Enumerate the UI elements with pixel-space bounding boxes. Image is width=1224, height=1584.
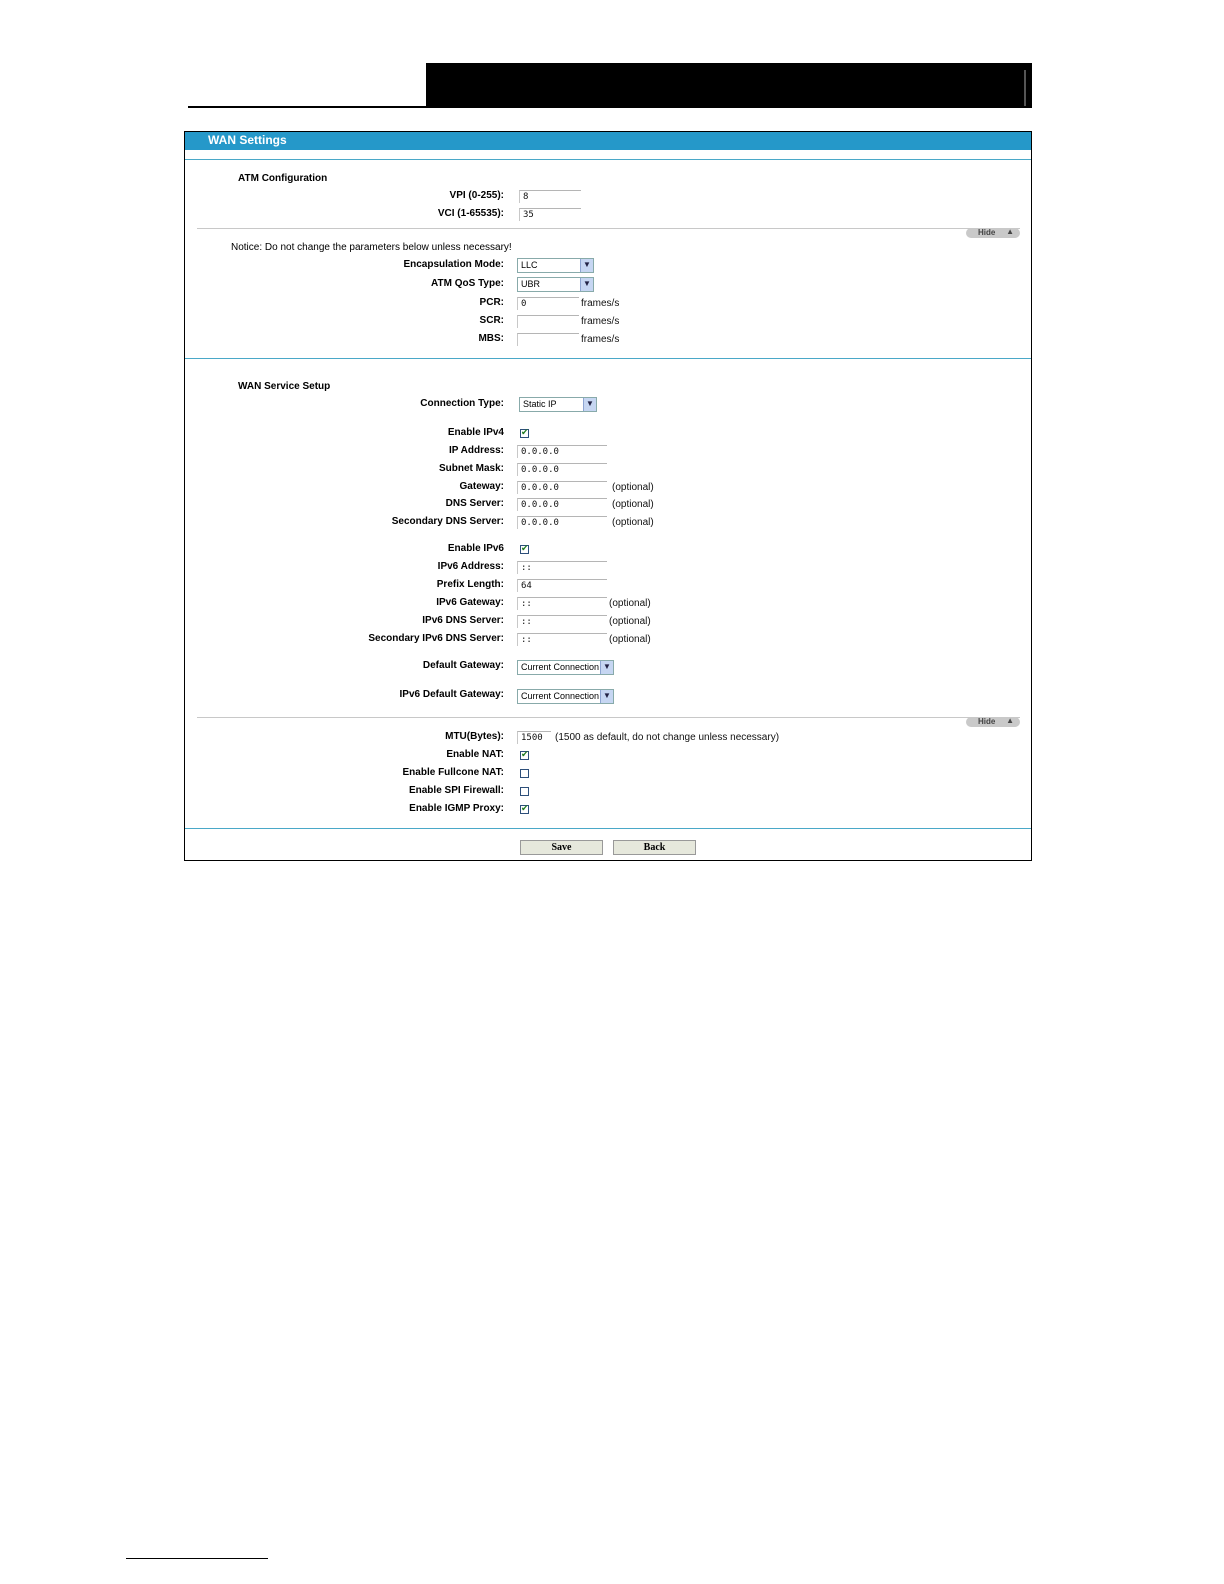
chevron-down-icon: ▼: [600, 661, 613, 674]
enable-nat-checkbox[interactable]: [520, 751, 529, 760]
ipv6-gateway-optional: (optional): [609, 598, 651, 609]
section-title-service: WAN Service Setup: [238, 381, 331, 392]
pcr-unit: frames/s: [581, 298, 620, 309]
checkmark-icon: ✔: [521, 543, 529, 553]
default-gateway-value: Current Connection: [521, 662, 600, 672]
panel-titlebar: [185, 132, 1031, 150]
ip-address-input[interactable]: 0.0.0.0: [517, 445, 607, 458]
dns-label: DNS Server:: [445, 498, 504, 509]
connection-type-value: Static IP: [523, 399, 557, 409]
ipv6-gateway-label: IPv6 Gateway:: [436, 597, 504, 608]
dns-input[interactable]: 0.0.0.0: [517, 498, 607, 511]
panel-title: WAN Settings: [208, 133, 287, 147]
gateway-input[interactable]: 0.0.0.0: [517, 481, 607, 494]
document-header-edge: [1024, 70, 1026, 106]
hide-label: Hide: [978, 717, 996, 726]
divider: [197, 228, 1020, 229]
qos-value: UBR: [521, 279, 541, 289]
vci-input[interactable]: 35: [519, 208, 581, 221]
mtu-note: (1500 as default, do not change unless necessary): [555, 732, 780, 743]
divider: [185, 358, 1031, 359]
enable-fullcone-nat-label: Enable Fullcone NAT:: [402, 767, 504, 778]
dns-optional: (optional): [612, 499, 654, 510]
scr-input[interactable]: [517, 315, 579, 328]
enable-fullcone-nat-checkbox[interactable]: [520, 769, 529, 778]
encapsulation-label: Encapsulation Mode:: [403, 259, 504, 270]
enable-spi-firewall-checkbox[interactable]: [520, 787, 529, 796]
divider: [197, 717, 1020, 718]
secondary-ipv6-dns-input[interactable]: ::: [517, 633, 607, 646]
enable-spi-firewall-label: Enable SPI Firewall:: [408, 785, 504, 796]
hide-label: Hide: [978, 228, 996, 237]
encapsulation-value: LLC: [521, 260, 538, 270]
secondary-ipv6-dns-label: Secondary IPv6 DNS Server:: [368, 633, 504, 644]
subnet-mask-input[interactable]: 0.0.0.0: [517, 463, 607, 476]
enable-igmp-proxy-checkbox[interactable]: [520, 805, 529, 814]
document-header-rule: [188, 106, 428, 108]
vpi-label: VPI (0-255):: [449, 190, 504, 201]
ipv6-default-gateway-value: Current Connection: [521, 691, 600, 701]
back-button[interactable]: Back: [613, 840, 696, 855]
mbs-unit: frames/s: [581, 334, 620, 345]
wan-settings-panel: [184, 131, 1032, 861]
checkmark-icon: ✔: [521, 427, 529, 437]
encapsulation-select[interactable]: [517, 258, 594, 273]
prefix-length-label: Prefix Length:: [436, 579, 504, 590]
ipv6-dns-input[interactable]: ::: [517, 615, 607, 628]
vci-label: VCI (1-65535):: [437, 208, 504, 219]
secondary-ipv6-dns-optional: (optional): [609, 634, 651, 645]
pcr-input[interactable]: 0: [517, 297, 579, 310]
secondary-dns-input[interactable]: 0.0.0.0: [517, 516, 607, 529]
mbs-label: MBS:: [478, 333, 504, 344]
qos-label: ATM QoS Type:: [431, 278, 504, 289]
pcr-label: PCR:: [479, 297, 504, 308]
mbs-input[interactable]: [517, 333, 579, 346]
hide-extra-button[interactable]: [966, 717, 1020, 727]
ip-address-label: IP Address:: [448, 445, 504, 456]
save-button[interactable]: Save: [520, 840, 603, 855]
subnet-mask-label: Subnet Mask:: [438, 463, 504, 474]
ipv6-dns-label: IPv6 DNS Server:: [422, 615, 504, 626]
document-header-bar: [426, 63, 1032, 108]
chevron-down-icon: ▼: [580, 259, 593, 272]
default-gateway-label: Default Gateway:: [422, 660, 504, 671]
scr-label: SCR:: [479, 315, 504, 326]
enable-nat-label: Enable NAT:: [446, 749, 504, 760]
chevron-down-icon: ▼: [580, 278, 593, 291]
mtu-input[interactable]: 1500: [517, 731, 551, 744]
enable-igmp-proxy-label: Enable IGMP Proxy:: [409, 803, 504, 814]
divider: [185, 159, 1031, 160]
chevron-down-icon: ▼: [583, 398, 596, 411]
divider: [185, 828, 1031, 829]
connection-type-select[interactable]: [519, 397, 597, 412]
connection-type-label: Connection Type:: [420, 398, 504, 409]
ipv6-default-gateway-select[interactable]: [517, 689, 614, 704]
checkmark-icon: ✔: [521, 749, 529, 759]
ipv6-address-label: IPv6 Address:: [437, 561, 504, 572]
chevron-up-icon: ▲: [1006, 716, 1014, 725]
vpi-input[interactable]: 8: [519, 190, 581, 203]
secondary-dns-optional: (optional): [612, 517, 654, 528]
prefix-length-input[interactable]: 64: [517, 579, 607, 592]
secondary-dns-label: Secondary DNS Server:: [391, 516, 504, 527]
ipv6-default-gateway-label: IPv6 Default Gateway:: [399, 689, 504, 700]
chevron-down-icon: ▼: [600, 690, 613, 703]
gateway-label: Gateway:: [459, 481, 504, 492]
mtu-label: MTU(Bytes):: [445, 731, 504, 742]
qos-select[interactable]: [517, 277, 594, 292]
default-gateway-select[interactable]: [517, 660, 614, 675]
gateway-optional: (optional): [612, 482, 654, 493]
hide-advanced-button[interactable]: [966, 228, 1020, 238]
footnote-rule: [126, 1558, 268, 1559]
notice-text: Notice: Do not change the parameters below unless necessary!: [231, 242, 512, 253]
checkmark-icon: ✔: [521, 803, 529, 813]
ipv6-dns-optional: (optional): [609, 616, 651, 627]
enable-ipv6-checkbox[interactable]: [520, 545, 529, 554]
ipv6-gateway-input[interactable]: ::: [517, 597, 607, 610]
enable-ipv6-label: Enable IPv6: [447, 543, 504, 554]
enable-ipv4-checkbox[interactable]: [520, 429, 529, 438]
enable-ipv4-label: Enable IPv4: [447, 427, 504, 438]
scr-unit: frames/s: [581, 316, 620, 327]
section-title-atm: ATM Configuration: [238, 173, 328, 184]
chevron-up-icon: ▲: [1006, 227, 1014, 236]
ipv6-address-input[interactable]: ::: [517, 561, 607, 574]
